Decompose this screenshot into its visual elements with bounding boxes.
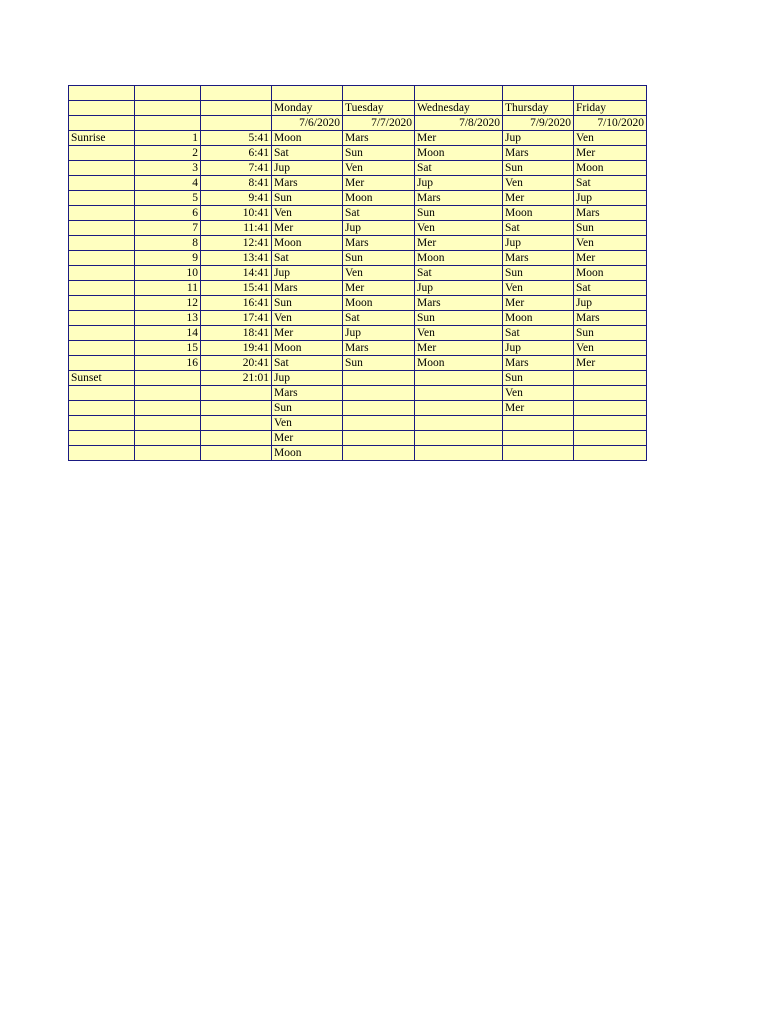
planet-cell[interactable]: Sat (343, 205, 415, 220)
planet-cell[interactable]: Ven (272, 205, 343, 220)
planet-cell[interactable]: Mer (272, 325, 343, 340)
hour-number-cell[interactable]: 3 (135, 160, 201, 175)
hour-row (69, 295, 647, 310)
empty-cell[interactable] (69, 175, 135, 190)
empty-cell[interactable] (343, 385, 415, 400)
planet-cell[interactable]: Jup (272, 370, 343, 385)
empty-cell[interactable] (503, 415, 574, 430)
planet-cell[interactable]: Sun (343, 250, 415, 265)
empty-cell[interactable] (574, 400, 647, 415)
planet-cell[interactable]: Sat (503, 325, 574, 340)
empty-cell[interactable] (135, 370, 201, 385)
hour-time-cell[interactable]: 18:41 (201, 325, 272, 340)
planet-cell[interactable]: Ven (574, 340, 647, 355)
planet-cell[interactable]: Jup (343, 220, 415, 235)
hour-row (69, 325, 647, 340)
day-header-cell[interactable]: Wednesday (415, 100, 503, 115)
planet-cell[interactable]: Mars (503, 355, 574, 370)
empty-cell[interactable] (69, 265, 135, 280)
planet-cell[interactable]: Sat (272, 250, 343, 265)
hour-number-cell[interactable]: 9 (135, 250, 201, 265)
planet-cell[interactable]: Ven (415, 220, 503, 235)
planet-cell[interactable]: Mars (272, 385, 343, 400)
planet-cell[interactable]: Sat (343, 310, 415, 325)
planet-cell[interactable]: Ven (343, 265, 415, 280)
planet-cell[interactable]: Mer (503, 400, 574, 415)
planet-cell[interactable]: Sun (415, 310, 503, 325)
planet-cell[interactable]: Jup (503, 340, 574, 355)
empty-cell[interactable] (415, 445, 503, 460)
planet-cell[interactable]: Moon (415, 355, 503, 370)
planet-cell[interactable]: Mer (415, 130, 503, 145)
empty-cell[interactable] (69, 235, 135, 250)
empty-cell[interactable] (201, 86, 272, 101)
empty-cell[interactable] (69, 190, 135, 205)
planet-cell[interactable]: Ven (503, 385, 574, 400)
planet-cell[interactable]: Jup (272, 160, 343, 175)
planet-cell[interactable]: Sun (503, 265, 574, 280)
empty-cell[interactable] (69, 86, 135, 101)
empty-cell[interactable] (415, 415, 503, 430)
empty-cell[interactable] (69, 355, 135, 370)
empty-cell[interactable] (69, 385, 135, 400)
empty-cell[interactable] (201, 445, 272, 460)
empty-cell[interactable] (69, 160, 135, 175)
planet-cell[interactable]: Sun (343, 145, 415, 160)
tail-row (69, 430, 647, 445)
planet-cell[interactable]: Moon (272, 445, 343, 460)
day-header-cell[interactable]: Friday (574, 100, 647, 115)
hour-number-cell[interactable]: 16 (135, 355, 201, 370)
empty-cell[interactable] (135, 430, 201, 445)
empty-cell[interactable] (69, 205, 135, 220)
planet-cell[interactable]: Mars (343, 340, 415, 355)
hour-row (69, 160, 647, 175)
empty-cell[interactable] (503, 86, 574, 101)
planet-cell[interactable]: Sun (343, 355, 415, 370)
empty-cell[interactable] (135, 385, 201, 400)
empty-cell[interactable] (574, 415, 647, 430)
planet-cell[interactable]: Mars (272, 175, 343, 190)
planet-cell[interactable]: Mars (574, 310, 647, 325)
planet-cell[interactable]: Moon (343, 295, 415, 310)
planet-cell[interactable]: Moon (343, 190, 415, 205)
sunset-label[interactable]: Sunset (69, 370, 135, 385)
tail-row (69, 445, 647, 460)
empty-cell[interactable] (69, 145, 135, 160)
empty-cell[interactable] (415, 430, 503, 445)
empty-cell[interactable] (343, 400, 415, 415)
planet-cell[interactable]: Mer (343, 175, 415, 190)
hour-time-cell[interactable]: 6:41 (201, 145, 272, 160)
planet-cell[interactable]: Mars (574, 205, 647, 220)
hour-time-cell[interactable]: 10:41 (201, 205, 272, 220)
empty-cell[interactable] (69, 280, 135, 295)
hour-time-cell[interactable]: 13:41 (201, 250, 272, 265)
hour-time-cell[interactable]: 5:41 (201, 130, 272, 145)
hour-row (69, 250, 647, 265)
planet-cell[interactable]: Mars (272, 280, 343, 295)
hour-number-cell[interactable]: 1 (135, 130, 201, 145)
hour-number-cell[interactable]: 8 (135, 235, 201, 250)
sunset-time-cell[interactable]: 21:01 (201, 370, 272, 385)
planet-cell[interactable]: Mars (343, 130, 415, 145)
empty-cell[interactable] (343, 86, 415, 101)
date-header-row (69, 115, 647, 130)
planet-cell[interactable]: Mars (343, 235, 415, 250)
planet-cell[interactable]: Moon (503, 205, 574, 220)
hour-time-cell[interactable]: 17:41 (201, 310, 272, 325)
planet-cell[interactable]: Sat (272, 145, 343, 160)
day-header-row (69, 100, 647, 115)
empty-cell[interactable] (201, 430, 272, 445)
planet-cell[interactable]: Sun (574, 220, 647, 235)
empty-cell[interactable] (503, 430, 574, 445)
planet-cell[interactable]: Sun (415, 205, 503, 220)
hour-row (69, 130, 647, 145)
planet-cell[interactable]: Moon (574, 160, 647, 175)
day-header-cell[interactable]: Monday (272, 100, 343, 115)
hour-row (69, 175, 647, 190)
empty-cell[interactable] (343, 415, 415, 430)
hour-time-cell[interactable]: 16:41 (201, 295, 272, 310)
empty-cell[interactable] (343, 370, 415, 385)
hour-number-cell[interactable]: 6 (135, 205, 201, 220)
hour-time-cell[interactable]: 19:41 (201, 340, 272, 355)
hour-row (69, 235, 647, 250)
empty-cell[interactable] (69, 445, 135, 460)
empty-cell[interactable] (201, 100, 272, 115)
planet-cell[interactable]: Sun (503, 370, 574, 385)
planet-cell[interactable]: Mars (415, 295, 503, 310)
planet-cell[interactable]: Sat (272, 355, 343, 370)
hour-number-cell[interactable]: 7 (135, 220, 201, 235)
hour-row (69, 205, 647, 220)
empty-cell[interactable] (201, 385, 272, 400)
empty-cell[interactable] (69, 295, 135, 310)
planet-cell[interactable]: Ven (272, 415, 343, 430)
planet-cell[interactable]: Jup (503, 130, 574, 145)
hour-row (69, 310, 647, 325)
planet-cell[interactable]: Mer (574, 145, 647, 160)
empty-cell[interactable] (415, 370, 503, 385)
empty-cell[interactable] (415, 400, 503, 415)
planet-cell[interactable]: Mer (272, 220, 343, 235)
hour-number-cell[interactable]: 14 (135, 325, 201, 340)
empty-cell[interactable] (272, 86, 343, 101)
planet-cell[interactable]: Sun (272, 190, 343, 205)
planet-cell[interactable]: Sat (503, 220, 574, 235)
planet-cell[interactable]: Mars (503, 250, 574, 265)
planet-cell[interactable]: Jup (574, 295, 647, 310)
planet-cell[interactable]: Ven (503, 175, 574, 190)
empty-cell[interactable] (415, 385, 503, 400)
planet-cell[interactable]: Mars (415, 190, 503, 205)
hour-row (69, 220, 647, 235)
hour-time-cell[interactable]: 20:41 (201, 355, 272, 370)
empty-cell[interactable] (69, 310, 135, 325)
tail-row (69, 385, 647, 400)
planet-cell[interactable]: Mer (415, 235, 503, 250)
sunrise-label[interactable]: Sunrise (69, 130, 135, 145)
planet-cell[interactable]: Moon (415, 250, 503, 265)
hour-row (69, 190, 647, 205)
date-header-cell[interactable]: 7/9/2020 (503, 115, 574, 130)
planet-cell[interactable]: Sat (415, 265, 503, 280)
empty-cell[interactable] (135, 415, 201, 430)
empty-cell[interactable] (135, 445, 201, 460)
planet-cell[interactable]: Moon (503, 310, 574, 325)
hour-row (69, 145, 647, 160)
table-body (69, 86, 647, 461)
planet-cell[interactable]: Ven (272, 310, 343, 325)
empty-cell[interactable] (201, 400, 272, 415)
hour-row (69, 265, 647, 280)
planetary-hours-table (68, 85, 647, 461)
empty-cell[interactable] (135, 86, 201, 101)
tail-row (69, 400, 647, 415)
hour-number-cell[interactable]: 11 (135, 280, 201, 295)
empty-cell[interactable] (69, 325, 135, 340)
planet-cell[interactable]: Mer (503, 190, 574, 205)
planet-cell[interactable]: Ven (415, 325, 503, 340)
empty-cell[interactable] (343, 445, 415, 460)
empty-cell[interactable] (343, 430, 415, 445)
hour-time-cell[interactable]: 14:41 (201, 265, 272, 280)
planet-cell[interactable]: Sun (272, 400, 343, 415)
planet-cell[interactable]: Moon (574, 265, 647, 280)
planet-cell[interactable]: Mer (343, 280, 415, 295)
planet-cell[interactable]: Sun (574, 325, 647, 340)
planet-cell[interactable]: Jup (343, 325, 415, 340)
date-header-cell[interactable]: 7/7/2020 (343, 115, 415, 130)
planet-cell[interactable]: Mer (503, 295, 574, 310)
empty-cell[interactable] (69, 430, 135, 445)
hour-number-cell[interactable]: 4 (135, 175, 201, 190)
empty-cell[interactable] (69, 250, 135, 265)
planet-cell[interactable]: Ven (503, 280, 574, 295)
empty-cell[interactable] (415, 86, 503, 101)
empty-cell[interactable] (574, 385, 647, 400)
planet-cell[interactable]: Jup (415, 280, 503, 295)
planet-cell[interactable]: Sun (272, 295, 343, 310)
hour-time-cell[interactable]: 15:41 (201, 280, 272, 295)
planet-cell[interactable]: Sat (574, 175, 647, 190)
empty-cell[interactable] (574, 86, 647, 101)
date-header-cell[interactable]: 7/6/2020 (272, 115, 343, 130)
planet-cell[interactable]: Jup (415, 175, 503, 190)
empty-cell[interactable] (135, 400, 201, 415)
blank-row (69, 86, 647, 101)
planet-cell[interactable]: Ven (343, 160, 415, 175)
hour-number-cell[interactable]: 15 (135, 340, 201, 355)
planet-cell[interactable]: Ven (574, 130, 647, 145)
empty-cell[interactable] (69, 415, 135, 430)
empty-cell[interactable] (574, 445, 647, 460)
planet-cell[interactable]: Sat (574, 280, 647, 295)
hour-time-cell[interactable]: 9:41 (201, 190, 272, 205)
hour-time-cell[interactable]: 12:41 (201, 235, 272, 250)
empty-cell[interactable] (574, 430, 647, 445)
hour-time-cell[interactable]: 7:41 (201, 160, 272, 175)
hour-number-cell[interactable]: 13 (135, 310, 201, 325)
empty-cell[interactable] (69, 220, 135, 235)
hour-number-cell[interactable]: 5 (135, 190, 201, 205)
date-header-cell[interactable]: 7/10/2020 (574, 115, 647, 130)
empty-cell[interactable] (574, 370, 647, 385)
hour-number-cell[interactable]: 10 (135, 265, 201, 280)
planet-cell[interactable]: Jup (574, 190, 647, 205)
tail-row (69, 415, 647, 430)
planet-cell[interactable]: Mer (574, 250, 647, 265)
tail-row (69, 370, 647, 385)
empty-cell[interactable] (201, 115, 272, 130)
planet-cell[interactable]: Jup (503, 235, 574, 250)
empty-cell[interactable] (135, 115, 201, 130)
hour-row (69, 340, 647, 355)
day-header-cell[interactable]: Tuesday (343, 100, 415, 115)
planet-cell[interactable]: Jup (272, 265, 343, 280)
hour-row (69, 355, 647, 370)
planet-cell[interactable]: Mer (574, 355, 647, 370)
empty-cell[interactable] (69, 400, 135, 415)
planet-cell[interactable]: Sat (415, 160, 503, 175)
empty-cell[interactable] (503, 445, 574, 460)
planet-cell[interactable]: Moon (272, 130, 343, 145)
planet-cell[interactable]: Moon (415, 145, 503, 160)
empty-cell[interactable] (201, 415, 272, 430)
empty-cell[interactable] (69, 115, 135, 130)
planet-cell[interactable]: Mer (272, 430, 343, 445)
empty-cell[interactable] (69, 340, 135, 355)
planet-cell[interactable]: Moon (272, 235, 343, 250)
empty-cell[interactable] (135, 100, 201, 115)
planet-cell[interactable]: Moon (272, 340, 343, 355)
hour-time-cell[interactable]: 11:41 (201, 220, 272, 235)
date-header-cell[interactable]: 7/8/2020 (415, 115, 503, 130)
hour-number-cell[interactable]: 2 (135, 145, 201, 160)
planet-cell[interactable]: Mars (503, 145, 574, 160)
planet-cell[interactable]: Mer (415, 340, 503, 355)
planet-cell[interactable]: Ven (574, 235, 647, 250)
hour-row (69, 280, 647, 295)
hour-time-cell[interactable]: 8:41 (201, 175, 272, 190)
day-header-cell[interactable]: Thursday (503, 100, 574, 115)
empty-cell[interactable] (69, 100, 135, 115)
planet-cell[interactable]: Sun (503, 160, 574, 175)
hour-number-cell[interactable]: 12 (135, 295, 201, 310)
